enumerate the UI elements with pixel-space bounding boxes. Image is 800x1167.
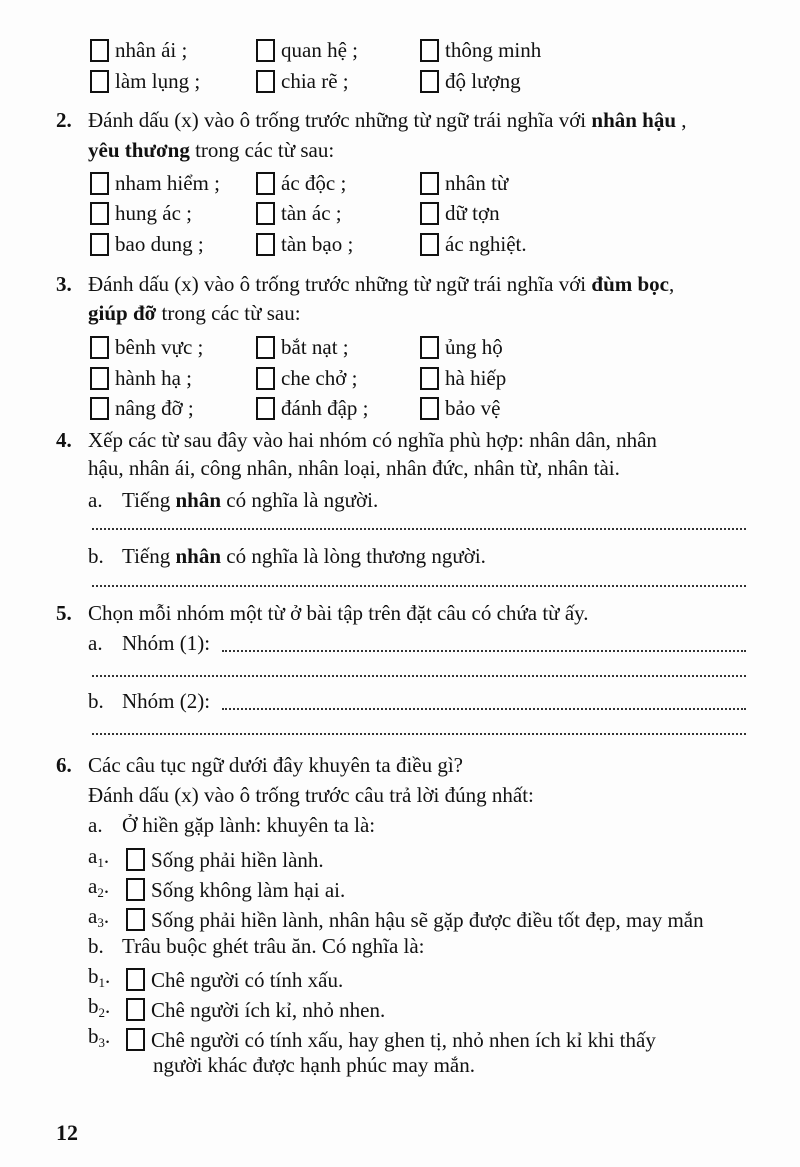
answer-line[interactable] xyxy=(92,733,746,735)
option-label: che chở ; xyxy=(281,366,358,390)
text: có nghĩa là lòng thương người. xyxy=(221,544,486,568)
checkbox[interactable] xyxy=(126,878,145,901)
checkbox[interactable] xyxy=(90,367,109,390)
option-label: ủng hộ xyxy=(445,335,503,359)
question-number: 3. xyxy=(56,272,72,296)
sub-label: a. xyxy=(88,488,103,512)
checkbox-option[interactable] xyxy=(256,68,349,94)
answer-line[interactable] xyxy=(222,650,746,652)
option-label: hung ác ; xyxy=(115,201,192,225)
sub-label: b. xyxy=(88,689,104,713)
option-label: bảo vệ xyxy=(445,396,501,420)
question-5-text: Chọn mỗi nhóm một từ ở bài tập trên đặt câu có chứa từ ấy. xyxy=(88,601,589,625)
checkbox-option[interactable] xyxy=(420,37,541,63)
option-label: quan hệ ; xyxy=(281,38,358,62)
checkbox[interactable] xyxy=(256,172,275,195)
checkbox-option[interactable] xyxy=(90,395,194,421)
page-number: 12 xyxy=(56,1120,78,1145)
checkbox[interactable] xyxy=(420,172,439,195)
bold-term: yêu thương xyxy=(88,138,190,162)
sub-question-text: Nhóm (2): xyxy=(122,689,211,713)
checkbox[interactable] xyxy=(90,172,109,195)
option-label: ác nghiệt. xyxy=(445,232,527,256)
option-label: thông minh xyxy=(445,38,542,62)
option-label: nham hiểm ; xyxy=(115,171,220,195)
checkbox-option[interactable] xyxy=(420,365,506,391)
sub-label: b. xyxy=(88,934,104,958)
bold-term: nhân xyxy=(175,544,222,568)
question-4-text-cont: hậu, nhân ái, công nhân, nhân loại, nhân đức, nhân từ, nhân tài. xyxy=(88,456,620,480)
question-3-text xyxy=(88,271,674,297)
option-label: bênh vực ; xyxy=(115,335,204,359)
answer-option[interactable] xyxy=(88,963,343,996)
checkbox[interactable] xyxy=(256,336,275,359)
checkbox-option[interactable] xyxy=(256,334,349,360)
checkbox[interactable] xyxy=(256,39,275,62)
sub-label: a. xyxy=(88,631,103,655)
question-6-text: Các câu tục ngữ dưới đây khuyên ta điều gì? xyxy=(88,753,464,777)
option-label: bắt nạt ; xyxy=(281,335,349,359)
checkbox-option[interactable] xyxy=(90,68,200,94)
answer-option[interactable] xyxy=(88,993,385,1026)
option-text: Chê người có tính xấu, hay ghen tị, nhỏ nhen ích kỉ khi thấy xyxy=(151,1027,656,1052)
checkbox-option[interactable] xyxy=(90,231,204,257)
label: a xyxy=(88,904,98,928)
checkbox-option[interactable] xyxy=(90,170,220,196)
label: a xyxy=(88,874,98,898)
option-label: làm lụng ; xyxy=(115,69,201,93)
option-label: dữ tợn xyxy=(445,201,500,225)
option-label: nhân ái ; xyxy=(115,38,188,62)
checkbox-option[interactable] xyxy=(420,231,527,257)
question-number: 5. xyxy=(56,601,72,625)
subscript: 1 xyxy=(98,975,105,990)
option-label: $a_1$. xyxy=(88,844,110,870)
option-label: độ lượng xyxy=(445,69,521,93)
checkbox[interactable] xyxy=(256,397,275,420)
sub-question-text xyxy=(122,487,378,513)
answer-line[interactable] xyxy=(92,585,746,587)
text: , xyxy=(676,108,687,132)
bold-term: nhân hậu xyxy=(591,108,677,132)
text: Đánh dấu (x) vào ô trống trước những từ ngữ trái nghĩa với xyxy=(88,108,592,132)
label: b xyxy=(88,1024,99,1048)
checkbox[interactable] xyxy=(90,202,109,225)
question-number: 2. xyxy=(56,108,72,132)
sub-question-text: Trâu buộc ghét trâu ăn. Có nghĩa là: xyxy=(122,934,425,958)
checkbox[interactable] xyxy=(420,336,439,359)
checkbox[interactable] xyxy=(126,968,145,991)
question-number: 6. xyxy=(56,753,72,777)
checkbox-option[interactable] xyxy=(90,365,192,391)
checkbox-option[interactable] xyxy=(90,334,203,360)
checkbox[interactable] xyxy=(420,70,439,93)
label: a xyxy=(88,844,98,868)
sub-question-text: Nhóm (1): xyxy=(122,631,211,655)
bold-term: nhân xyxy=(175,488,222,512)
checkbox[interactable] xyxy=(90,70,109,93)
checkbox[interactable] xyxy=(126,908,145,931)
checkbox[interactable] xyxy=(256,233,275,256)
sub-question-text xyxy=(122,543,486,569)
subscript: 2 xyxy=(98,1005,105,1020)
option-text: Sống phải hiền lành, nhân hậu sẽ gặp được điều tốt đẹp, may mắn xyxy=(151,907,704,932)
label: b xyxy=(88,994,99,1018)
checkbox[interactable] xyxy=(90,39,109,62)
checkbox-option[interactable] xyxy=(420,395,500,421)
question-6-instruction: Đánh dấu (x) vào ô trống trước câu trả lời đúng nhất: xyxy=(88,783,534,807)
option-label: nâng đỡ ; xyxy=(115,396,194,420)
option-label: $b_2$. xyxy=(88,994,111,1020)
checkbox[interactable] xyxy=(420,39,439,62)
checkbox[interactable] xyxy=(90,397,109,420)
answer-line[interactable] xyxy=(92,528,746,530)
question-2-text xyxy=(88,107,687,133)
subscript: 2 xyxy=(97,885,104,900)
bold-term: đùm bọc xyxy=(591,272,669,296)
checkbox[interactable] xyxy=(420,202,439,225)
text: có nghĩa là người. xyxy=(221,488,379,512)
label: b xyxy=(88,964,99,988)
checkbox-option[interactable] xyxy=(256,200,342,226)
option-label: đánh đập ; xyxy=(281,396,369,420)
option-text-cont: người khác được hạnh phúc may mắn. xyxy=(153,1053,475,1077)
option-label: $a_3$. xyxy=(88,904,110,930)
option-label: chia rẽ ; xyxy=(281,69,349,93)
checkbox-option[interactable] xyxy=(256,170,346,196)
checkbox[interactable] xyxy=(420,233,439,256)
checkbox[interactable] xyxy=(126,998,145,1021)
option-text: Sống không làm hại ai. xyxy=(151,877,346,902)
answer-line[interactable] xyxy=(92,675,746,677)
subscript: 3 xyxy=(97,915,104,930)
option-text: Sống phải hiền lành. xyxy=(151,847,324,872)
checkbox-option[interactable] xyxy=(256,37,358,63)
checkbox[interactable] xyxy=(420,397,439,420)
subscript: 3 xyxy=(98,1035,105,1050)
option-label: $a_2$. xyxy=(88,874,110,900)
checkbox[interactable] xyxy=(90,336,109,359)
option-label: tàn bạo ; xyxy=(281,232,354,256)
checkbox[interactable] xyxy=(256,70,275,93)
question-3-text-cont xyxy=(88,300,301,326)
answer-option[interactable] xyxy=(88,873,345,906)
option-label: ác độc ; xyxy=(281,171,347,195)
option-label: $b_3$. xyxy=(88,1024,111,1050)
checkbox-option[interactable] xyxy=(420,200,500,226)
answer-line[interactable] xyxy=(222,708,746,710)
checkbox[interactable] xyxy=(126,848,145,871)
checkbox-option[interactable] xyxy=(256,395,368,421)
option-label: nhân từ xyxy=(445,171,509,195)
sub-label: a. xyxy=(88,813,103,837)
checkbox-option[interactable] xyxy=(256,365,357,391)
checkbox-option[interactable] xyxy=(90,37,187,63)
answer-option[interactable] xyxy=(88,843,324,876)
checkbox[interactable] xyxy=(256,367,275,390)
sub-label: b. xyxy=(88,544,104,568)
option-label: hà hiếp xyxy=(445,366,507,390)
option-text: Chê người có tính xấu. xyxy=(151,967,344,992)
checkbox-option[interactable] xyxy=(256,231,353,257)
question-2-text-cont xyxy=(88,137,334,163)
question-4-text: Xếp các từ sau đây vào hai nhóm có nghĩa phù hợp: nhân dân, nhân xyxy=(88,428,657,452)
checkbox[interactable] xyxy=(420,367,439,390)
checkbox[interactable] xyxy=(126,1028,145,1051)
checkbox-option[interactable] xyxy=(420,334,503,360)
option-text: Chê người ích kỉ, nhỏ nhen. xyxy=(151,997,386,1022)
option-label: $b_1$. xyxy=(88,964,111,990)
text: Đánh dấu (x) vào ô trống trước những từ ngữ trái nghĩa với xyxy=(88,272,592,296)
option-label: bao dung ; xyxy=(115,232,204,256)
subscript: 1 xyxy=(97,855,104,870)
text: trong các từ sau: xyxy=(156,301,301,325)
bold-term: giúp đỡ xyxy=(88,301,157,325)
checkbox[interactable] xyxy=(256,202,275,225)
checkbox-option[interactable] xyxy=(420,170,508,196)
text: Tiếng xyxy=(122,544,176,568)
checkbox[interactable] xyxy=(90,233,109,256)
sub-question-text: Ở hiền gặp lành: khuyên ta là: xyxy=(122,813,376,837)
text: trong các từ sau: xyxy=(189,138,335,162)
text: Tiếng xyxy=(122,488,176,512)
checkbox-option[interactable] xyxy=(90,200,192,226)
text: , xyxy=(669,272,675,296)
option-label: tàn ác ; xyxy=(281,201,342,225)
option-label: hành hạ ; xyxy=(115,366,192,390)
answer-option[interactable] xyxy=(88,903,704,936)
checkbox-option[interactable] xyxy=(420,68,521,94)
question-number: 4. xyxy=(56,428,72,452)
